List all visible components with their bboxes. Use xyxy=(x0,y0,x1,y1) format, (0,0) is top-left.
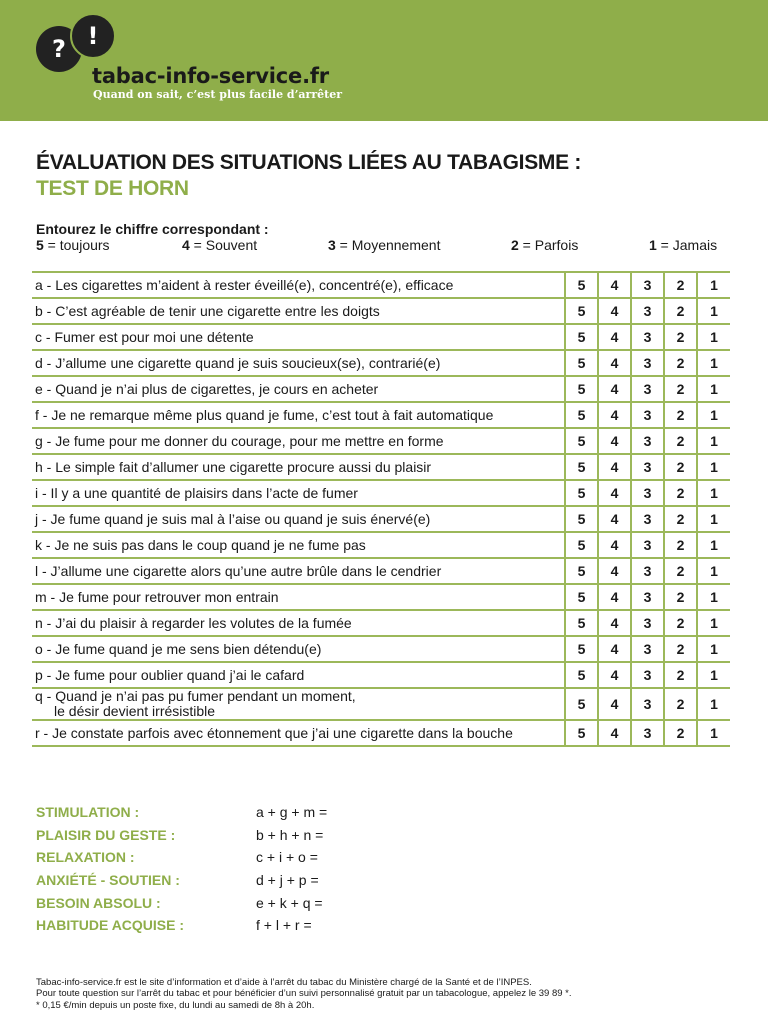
choice-2[interactable]: 2 xyxy=(664,662,697,688)
question-text: c - Fumer est pour moi une détente xyxy=(32,324,565,350)
choice-2[interactable]: 2 xyxy=(664,636,697,662)
question-text: g - Je fume pour me donner du courage, pour me mettre en forme xyxy=(32,428,565,454)
choice-5[interactable]: 5 xyxy=(565,636,598,662)
choice-1[interactable]: 1 xyxy=(697,376,730,402)
question-row xyxy=(32,376,730,402)
choice-5[interactable]: 5 xyxy=(565,662,598,688)
choice-1[interactable]: 1 xyxy=(697,662,730,688)
choice-4[interactable]: 4 xyxy=(598,688,631,720)
choice-3[interactable]: 3 xyxy=(631,350,664,376)
question-text: k - Je ne suis pas dans le coup quand je ne fume pas xyxy=(32,532,565,558)
choice-1[interactable]: 1 xyxy=(697,298,730,324)
choice-2[interactable]: 2 xyxy=(664,506,697,532)
choice-1[interactable]: 1 xyxy=(697,428,730,454)
footer-notes xyxy=(36,977,572,1011)
choice-1[interactable]: 1 xyxy=(697,506,730,532)
choice-2[interactable]: 2 xyxy=(664,454,697,480)
choice-1[interactable]: 1 xyxy=(697,688,730,720)
question-row xyxy=(32,298,730,324)
choice-4[interactable]: 4 xyxy=(598,662,631,688)
legend-3: 3 = Moyennement xyxy=(328,237,441,253)
choice-5[interactable]: 5 xyxy=(565,558,598,584)
question-row xyxy=(32,558,730,584)
choice-5[interactable]: 5 xyxy=(565,584,598,610)
choice-3[interactable]: 3 xyxy=(631,324,664,350)
legend-2: 2 = Parfois xyxy=(511,237,579,253)
question-row xyxy=(32,610,730,636)
choice-4[interactable]: 4 xyxy=(598,428,631,454)
footer-line: * 0,15 €/min depuis un poste fixe, du lundi au samedi de 8h à 20h. xyxy=(36,999,315,1011)
choice-3[interactable]: 3 xyxy=(631,610,664,636)
choice-5[interactable]: 5 xyxy=(565,376,598,402)
score-formula[interactable]: a + g + m = xyxy=(256,804,328,820)
choice-4[interactable]: 4 xyxy=(598,636,631,662)
question-text: f - Je ne remarque même plus quand je fume, c’est tout à fait automatique xyxy=(32,402,565,428)
choice-5[interactable]: 5 xyxy=(565,428,598,454)
question-row xyxy=(32,402,730,428)
choice-1[interactable]: 1 xyxy=(697,636,730,662)
question-row xyxy=(32,454,730,480)
choice-1[interactable]: 1 xyxy=(697,532,730,558)
choice-3[interactable]: 3 xyxy=(631,662,664,688)
choice-5[interactable]: 5 xyxy=(565,272,598,298)
choice-4[interactable]: 4 xyxy=(598,532,631,558)
question-row xyxy=(32,662,730,688)
score-formula[interactable]: c + i + o = xyxy=(256,849,318,866)
question-text: d - J’allume une cigarette quand je suis soucieux(se), contrarié(e) xyxy=(32,350,565,376)
choice-5[interactable]: 5 xyxy=(565,402,598,428)
question-text: j - Je fume quand je suis mal à l’aise ou quand je suis énervé(e) xyxy=(32,506,565,532)
logo-exclamation-icon: ! xyxy=(70,13,116,59)
choice-2[interactable]: 2 xyxy=(664,480,697,506)
choice-4[interactable]: 4 xyxy=(598,324,631,350)
choice-5[interactable]: 5 xyxy=(565,350,598,376)
choice-3[interactable]: 3 xyxy=(631,298,664,324)
score-formula[interactable]: b + h + n = xyxy=(256,826,324,843)
choice-1[interactable]: 1 xyxy=(697,720,730,746)
question-text: q - Quand je n’ai pas pu fumer pendant un moment, le désir devient irrésistible xyxy=(32,688,565,720)
legend-5: 5 = toujours xyxy=(36,237,110,253)
footer-line: Tabac-info-service.fr est le site d’information et d’aide à l’arrêt du tabac du Ministère chargé de la Santé et de l’INPES. xyxy=(36,977,532,988)
choice-3[interactable]: 3 xyxy=(631,532,664,558)
choice-4[interactable]: 4 xyxy=(598,610,631,636)
choice-2[interactable]: 2 xyxy=(664,532,697,558)
choice-5[interactable]: 5 xyxy=(565,532,598,558)
choice-3[interactable]: 3 xyxy=(631,402,664,428)
choice-4[interactable]: 4 xyxy=(598,298,631,324)
logo-question-icon: ? xyxy=(36,26,82,72)
choice-4[interactable]: 4 xyxy=(598,272,631,298)
score-label: HABITUDE ACQUISE : xyxy=(36,917,185,934)
page-subtitle: TEST DE HORN xyxy=(36,177,189,200)
choice-3[interactable]: 3 xyxy=(631,454,664,480)
question-text: l - J’allume une cigarette alors qu’une autre brûle dans le cendrier xyxy=(32,558,565,584)
choice-2[interactable]: 2 xyxy=(664,558,697,584)
choice-2[interactable]: 2 xyxy=(664,324,697,350)
choice-4[interactable]: 4 xyxy=(598,720,631,746)
choice-1[interactable]: 1 xyxy=(697,272,730,298)
header-banner xyxy=(0,0,768,121)
choice-3[interactable]: 3 xyxy=(631,558,664,584)
legend-1: 1 = Jamais xyxy=(649,237,718,253)
choice-2[interactable]: 2 xyxy=(664,272,697,298)
choice-1[interactable]: 1 xyxy=(697,402,730,428)
page-title: ÉVALUATION DES SITUATIONS LIÉES AU TABAGISME : xyxy=(36,151,582,174)
question-text: n - J’ai du plaisir à regarder les volutes de la fumée xyxy=(32,610,565,636)
choice-2[interactable]: 2 xyxy=(664,720,697,746)
choice-5[interactable]: 5 xyxy=(565,688,598,720)
choice-1[interactable]: 1 xyxy=(697,558,730,584)
choice-4[interactable]: 4 xyxy=(598,480,631,506)
question-text: i - Il y a une quantité de plaisirs dans l’acte de fumer xyxy=(32,480,565,506)
choice-4[interactable]: 4 xyxy=(598,584,631,610)
brand-tagline: Quand on sait, c’est plus facile d’arrêter xyxy=(93,88,343,101)
footer-line: Pour toute question sur l’arrêt du tabac et pour bénéficier d’un suivi personnalisé gratuit par un tabacologue, appelez le 39 89 *. xyxy=(36,988,572,1000)
question-text: b - C’est agréable de tenir une cigarette entre les doigts xyxy=(32,298,565,324)
score-label: ANXIÉTÉ - SOUTIEN : xyxy=(36,872,180,889)
choice-3[interactable]: 3 xyxy=(631,506,664,532)
choice-4[interactable]: 4 xyxy=(598,506,631,532)
choice-4[interactable]: 4 xyxy=(598,558,631,584)
choice-2[interactable]: 2 xyxy=(664,402,697,428)
choice-3[interactable]: 3 xyxy=(631,480,664,506)
choice-1[interactable]: 1 xyxy=(697,454,730,480)
question-row xyxy=(32,428,730,454)
choice-3[interactable]: 3 xyxy=(631,720,664,746)
choice-5[interactable]: 5 xyxy=(565,298,598,324)
brand-name[interactable]: tabac-info-service.fr xyxy=(92,64,329,88)
choice-5[interactable]: 5 xyxy=(565,454,598,480)
question-row xyxy=(32,584,730,610)
question-text: e - Quand je n’ai plus de cigarettes, je cours en acheter xyxy=(32,376,565,402)
question-row xyxy=(32,272,730,298)
choice-1[interactable]: 1 xyxy=(697,584,730,610)
choice-2[interactable]: 2 xyxy=(664,376,697,402)
choice-3[interactable]: 3 xyxy=(631,428,664,454)
question-text: o - Je fume quand je me sens bien détendu(e) xyxy=(32,636,565,662)
question-row xyxy=(32,480,730,506)
choice-4[interactable]: 4 xyxy=(598,454,631,480)
question-text: h - Le simple fait d’allumer une cigarette procure aussi du plaisir xyxy=(32,454,565,480)
question-row xyxy=(32,720,730,746)
question-row xyxy=(32,324,730,350)
choice-3[interactable]: 3 xyxy=(631,584,664,610)
choice-3[interactable]: 3 xyxy=(631,272,664,298)
choice-4[interactable]: 4 xyxy=(598,402,631,428)
question-row xyxy=(32,350,730,376)
score-label: BESOIN ABSOLU : xyxy=(36,894,161,911)
question-text: m - Je fume pour retrouver mon entrain xyxy=(32,584,565,610)
choice-3[interactable]: 3 xyxy=(631,376,664,402)
question-row xyxy=(32,636,730,662)
question-text: a - Les cigarettes m’aident à rester éveillé(e), concentré(e), efficace xyxy=(32,272,565,298)
choice-2[interactable]: 2 xyxy=(664,584,697,610)
instructions: Entourez le chiffre correspondant : xyxy=(36,221,269,237)
choice-1[interactable]: 1 xyxy=(697,480,730,506)
questionnaire-table xyxy=(32,271,730,747)
score-formula[interactable]: f + l + r = xyxy=(256,917,312,934)
legend-4: 4 = Souvent xyxy=(182,237,258,253)
choice-3[interactable]: 3 xyxy=(631,688,664,720)
choice-1[interactable]: 1 xyxy=(697,610,730,636)
score-label: RELAXATION : xyxy=(36,849,135,866)
question-text: r - Je constate parfois avec étonnement que j’ai une cigarette dans la bouche xyxy=(32,720,565,746)
choice-5[interactable]: 5 xyxy=(565,720,598,746)
question-row xyxy=(32,506,730,532)
choice-2[interactable]: 2 xyxy=(664,610,697,636)
choice-1[interactable]: 1 xyxy=(697,324,730,350)
score-formula[interactable]: d + j + p = xyxy=(256,872,319,889)
question-text: p - Je fume pour oublier quand j’ai le cafard xyxy=(32,662,565,688)
choice-4[interactable]: 4 xyxy=(598,350,631,376)
choice-2[interactable]: 2 xyxy=(664,688,697,720)
choice-2[interactable]: 2 xyxy=(664,428,697,454)
choice-4[interactable]: 4 xyxy=(598,376,631,402)
choice-2[interactable]: 2 xyxy=(664,350,697,376)
choice-5[interactable]: 5 xyxy=(565,324,598,350)
score-label: STIMULATION : xyxy=(36,804,140,820)
question-row xyxy=(32,688,730,720)
choice-5[interactable]: 5 xyxy=(565,506,598,532)
choice-3[interactable]: 3 xyxy=(631,636,664,662)
question-row xyxy=(32,532,730,558)
score-label: PLAISIR DU GESTE : xyxy=(36,826,176,843)
score-formula[interactable]: e + k + q = xyxy=(256,894,323,911)
choice-5[interactable]: 5 xyxy=(565,480,598,506)
choice-5[interactable]: 5 xyxy=(565,610,598,636)
choice-2[interactable]: 2 xyxy=(664,298,697,324)
choice-1[interactable]: 1 xyxy=(697,350,730,376)
